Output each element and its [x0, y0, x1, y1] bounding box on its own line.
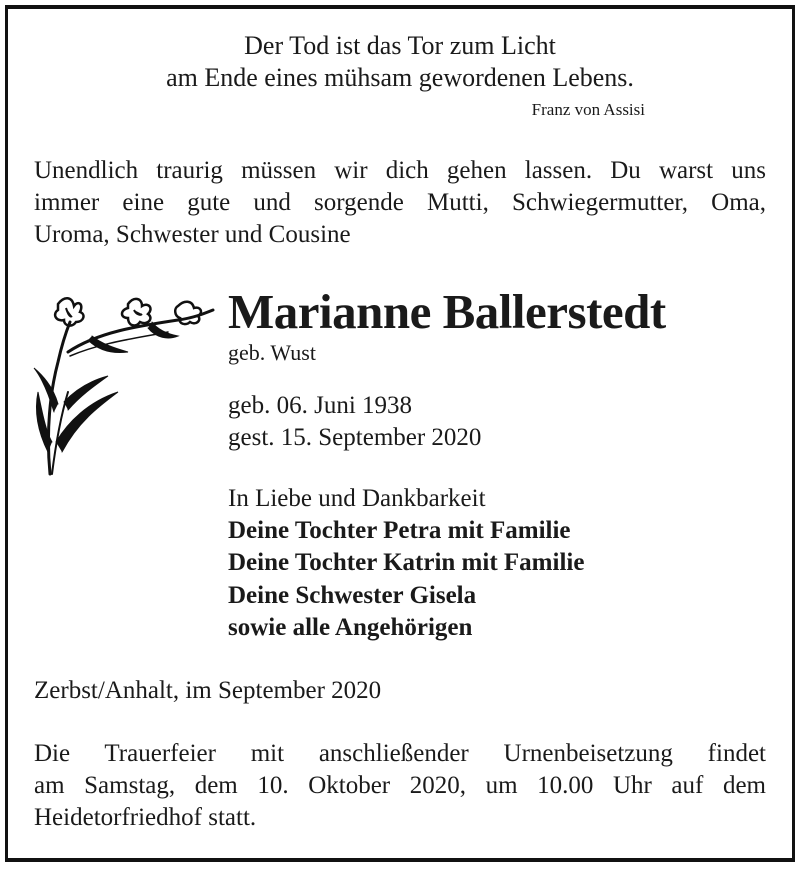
intro-line-1: Unendlich traurig müssen wir dich gehen lassen. Du warst uns — [34, 157, 766, 184]
maiden-name: geb. Wust — [228, 340, 316, 365]
intro-text — [34, 155, 766, 251]
deceased-name: Marianne Ballerstedt — [228, 284, 666, 339]
mourner-line: Deine Tochter Petra mit Familie — [228, 517, 571, 544]
motto-line-1: Der Tod ist das Tor zum Licht — [244, 31, 556, 60]
funeral-notice — [34, 738, 766, 834]
mourner-line: sowie alle Angehörigen — [228, 614, 473, 641]
intro-line-2: immer eine gute und sorgende Mutti, Schwiegermutter, Oma, — [34, 189, 766, 216]
motto-line-2: am Ende eines mühsam gewordenen Lebens. — [166, 63, 634, 92]
death-date: gest. 15. September 2020 — [228, 424, 482, 451]
funeral-line-1: Die Trauerfeier mit anschließender Urnenbeisetzung findet — [34, 740, 766, 767]
mourner-line: Deine Tochter Katrin mit Familie — [228, 549, 585, 576]
iris-flower-icon — [28, 292, 218, 482]
funeral-line-3: Heidetorfriedhof statt. — [34, 804, 257, 831]
mourners-intro: In Liebe und Dankbarkeit — [228, 485, 486, 512]
mourner-line: Deine Schwester Gisela — [228, 582, 477, 609]
birth-date: geb. 06. Juni 1938 — [228, 392, 413, 419]
place-date: Zerbst/Anhalt, im September 2020 — [34, 677, 382, 704]
quote-author: Franz von Assisi — [531, 100, 645, 119]
funeral-line-2: am Samstag, dem 10. Oktober 2020, um 10.00 Uhr auf dem — [34, 772, 766, 799]
intro-line-3: Uroma, Schwester und Cousine — [34, 221, 351, 248]
